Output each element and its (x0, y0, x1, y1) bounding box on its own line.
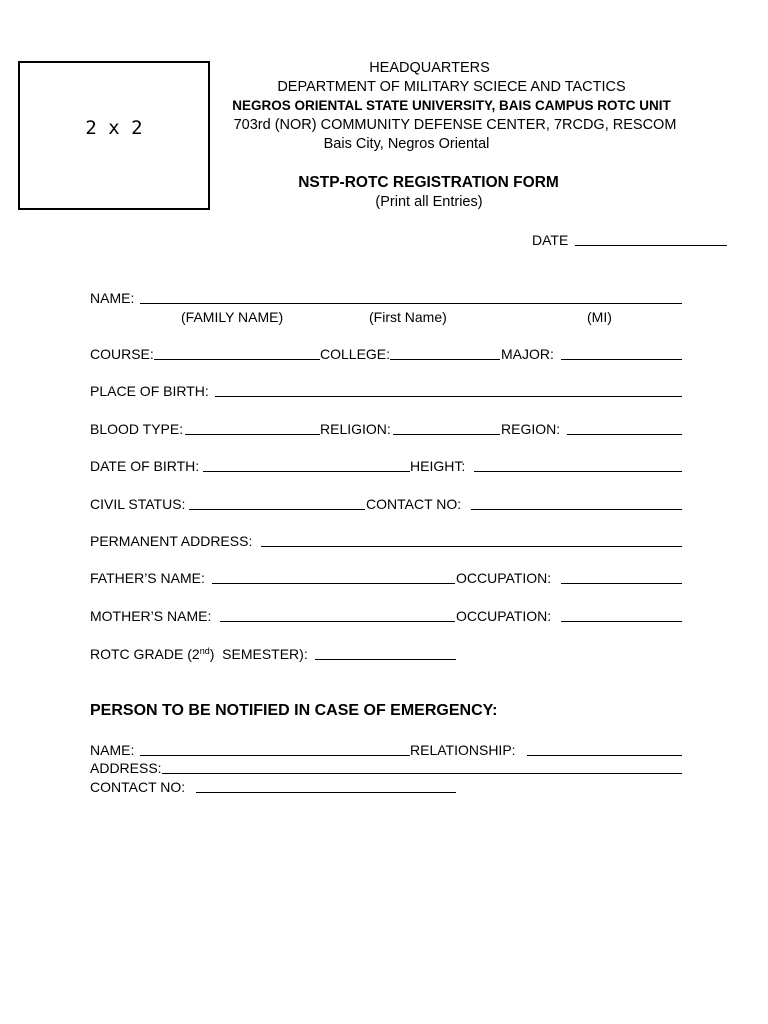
date-field-line (575, 245, 727, 246)
permanent-address-label: PERMANENT ADDRESS: (90, 533, 253, 549)
civil-status-label: CIVIL STATUS: (90, 496, 186, 512)
height-field-line (474, 471, 682, 472)
header-headquarters: HEADQUARTERS (369, 60, 490, 76)
father-occupation-label: OCCUPATION: (456, 570, 552, 586)
rotc-grade-label (90, 646, 308, 664)
name-part-first: (First Name) (369, 309, 447, 325)
emergency-address-label: ADDRESS: (90, 760, 162, 776)
mothers-name-field-line (220, 621, 455, 622)
ordinal-suffix: nd (199, 646, 210, 656)
emergency-contact-no-label: CONTACT NO: (90, 779, 186, 795)
header-department: DEPARTMENT OF MILITARY SCIECE AND TACTICS (277, 79, 626, 95)
emergency-relationship-label: RELATIONSHIP: (410, 742, 516, 758)
blood-type-label: BLOOD TYPE: (90, 421, 184, 437)
photo-box-label: 2 x 2 (85, 117, 143, 139)
civil-status-field-line (189, 509, 365, 510)
college-label: COLLEGE: (320, 346, 391, 362)
region-field-line (567, 434, 682, 435)
rotc-grade-label-prefix: ROTC GRADE (2 (90, 646, 200, 662)
permanent-address-field-line (261, 546, 682, 547)
course-label: COURSE: (90, 346, 154, 362)
region-label: REGION: (501, 421, 561, 437)
form-instruction: (Print all Entries) (375, 194, 483, 210)
fathers-name-label: FATHER’S NAME: (90, 570, 205, 586)
date-of-birth-label: DATE OF BIRTH: (90, 458, 200, 474)
header-university: NEGROS ORIENTAL STATE UNIVERSITY, BAIS CAMPUS ROTC UNIT (232, 98, 671, 113)
emergency-contact-no-field-line (196, 792, 456, 793)
rotc-grade-field-line (315, 659, 456, 660)
major-field-line (561, 359, 682, 360)
mother-occupation-field-line (561, 621, 682, 622)
date-of-birth-field-line (203, 471, 410, 472)
name-part-mi: (MI) (587, 309, 612, 325)
name-part-family: (FAMILY NAME) (181, 309, 284, 325)
contact-no-field-line (471, 509, 682, 510)
emergency-address-field-line (162, 773, 682, 774)
mothers-name-label: MOTHER’S NAME: (90, 608, 212, 624)
photo-box (18, 61, 210, 210)
form-title: NSTP-ROTC REGISTRATION FORM (298, 174, 559, 191)
father-occupation-field-line (561, 583, 682, 584)
religion-label: RELIGION: (320, 421, 391, 437)
fathers-name-field-line (212, 583, 455, 584)
rotc-grade-label-suffix: ) SEMESTER): (209, 646, 308, 662)
blood-type-field-line (185, 434, 320, 435)
contact-no-label: CONTACT NO: (366, 496, 462, 512)
college-field-line (390, 359, 500, 360)
place-of-birth-field-line (215, 396, 682, 397)
date-label: DATE (532, 232, 569, 248)
header-defense-center: 703rd (NOR) COMMUNITY DEFENSE CENTER, 7RCDG, RESCOM (233, 117, 677, 133)
name-label: NAME: (90, 290, 135, 306)
place-of-birth-label: PLACE OF BIRTH: (90, 383, 209, 399)
emergency-name-field-line (140, 755, 410, 756)
major-label: MAJOR: (501, 346, 554, 362)
mother-occupation-label: OCCUPATION: (456, 608, 552, 624)
course-field-line (154, 359, 320, 360)
height-label: HEIGHT: (410, 458, 466, 474)
emergency-relationship-field-line (527, 755, 682, 756)
emergency-name-label: NAME: (90, 742, 135, 758)
religion-field-line (393, 434, 500, 435)
header-location: Bais City, Negros Oriental (323, 136, 490, 152)
emergency-heading: PERSON TO BE NOTIFIED IN CASE OF EMERGENCY: (90, 702, 498, 719)
name-field-line (140, 303, 682, 304)
